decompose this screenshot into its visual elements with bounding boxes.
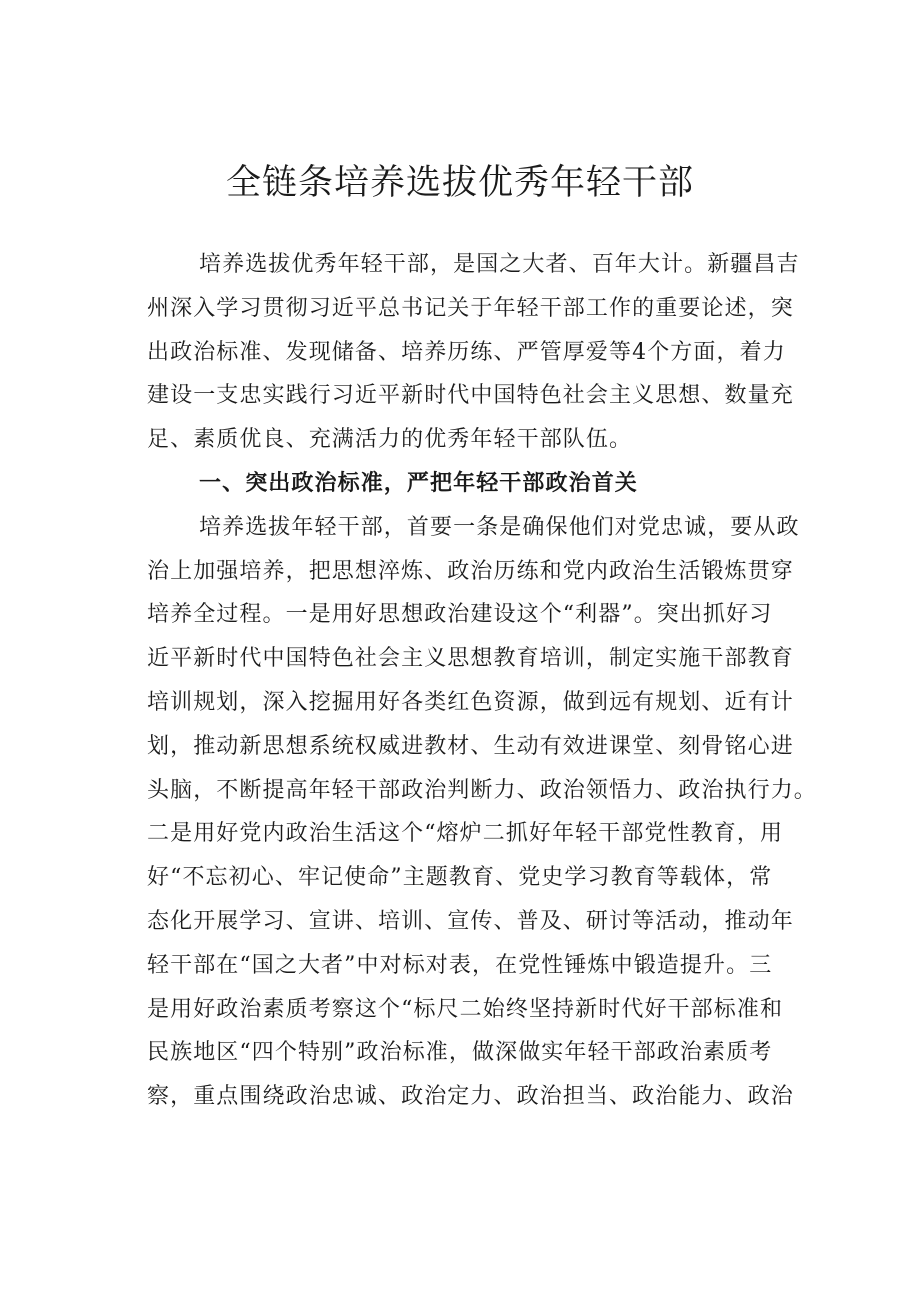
paragraph-line: 培养全过程。一是用好思想政治建设这个“利器”。突出抓好习 bbox=[147, 602, 773, 628]
paragraph-line: 头脑，不断提高年轻干部政治判断力、政治领悟力、政治执行力。 bbox=[147, 777, 817, 803]
section-heading: 一、突出政治标准，严把年轻干部政治首关 bbox=[199, 470, 638, 496]
paragraph-line: 划，推动新思想系统权威进教材、生动有效进课堂、刻骨铭心进 bbox=[147, 733, 794, 759]
paragraph-line: 二是用好党内政治生活这个“熔炉二抓好年轻干部党性教育，用 bbox=[147, 821, 784, 847]
paragraph-line: 察，重点围绕政治忠诚、政治定力、政治担当、政治能力、政治 bbox=[147, 1084, 794, 1110]
paragraph-line: 州深入学习贯彻习近平总书记关于年轻干部工作的重要论述，突 bbox=[147, 295, 794, 321]
paragraph-line: 建设一支忠实践行习近平新时代中国特色社会主义思想、数量充 bbox=[147, 383, 794, 409]
document-title: 全链条培养选拔优秀年轻干部 bbox=[225, 163, 694, 203]
paragraph-line: 是用好政治素质考察这个“标尺二始终坚持新时代好干部标准和 bbox=[147, 996, 784, 1022]
paragraph-line: 好“不忘初心、牢记使命”主题教育、党史学习教育等载体，常 bbox=[147, 865, 773, 891]
paragraph-line: 出政治标准、发现储备、培养历练、严管厚爱等4个方面，着力 bbox=[147, 339, 786, 365]
paragraph-line: 近平新时代中国特色社会主义思想教育培训，制定实施干部教育 bbox=[147, 646, 794, 672]
paragraph-line: 培训规划，深入挖掘用好各类红色资源，做到远有规划、近有计 bbox=[147, 689, 794, 715]
paragraph-line: 培养选拔年轻干部，首要一条是确保他们对党忠诚，要从政 bbox=[199, 514, 800, 540]
paragraph-line: 轻干部在“国之大者”中对标对表，在党性锤炼中锻造提升。三 bbox=[147, 952, 773, 978]
paragraph-line: 治上加强培养，把思想淬炼、政治历练和党内政治生活锻炼贯穿 bbox=[147, 558, 794, 584]
document-body bbox=[147, 243, 817, 1119]
paragraph-line: 培养选拔优秀年轻干部，是国之大者、百年大计。新疆昌吉 bbox=[199, 252, 800, 277]
paragraph-line: 足、素质优良、充满活力的优秀年轻干部队伍。 bbox=[147, 427, 633, 453]
paragraph-line: 态化开展学习、宣讲、培训、宣传、普及、研讨等活动，推动年 bbox=[147, 908, 794, 934]
paragraph-line: 民族地区“四个特别”政治标准，做深做实年轻干部政治素质考 bbox=[147, 1040, 773, 1066]
